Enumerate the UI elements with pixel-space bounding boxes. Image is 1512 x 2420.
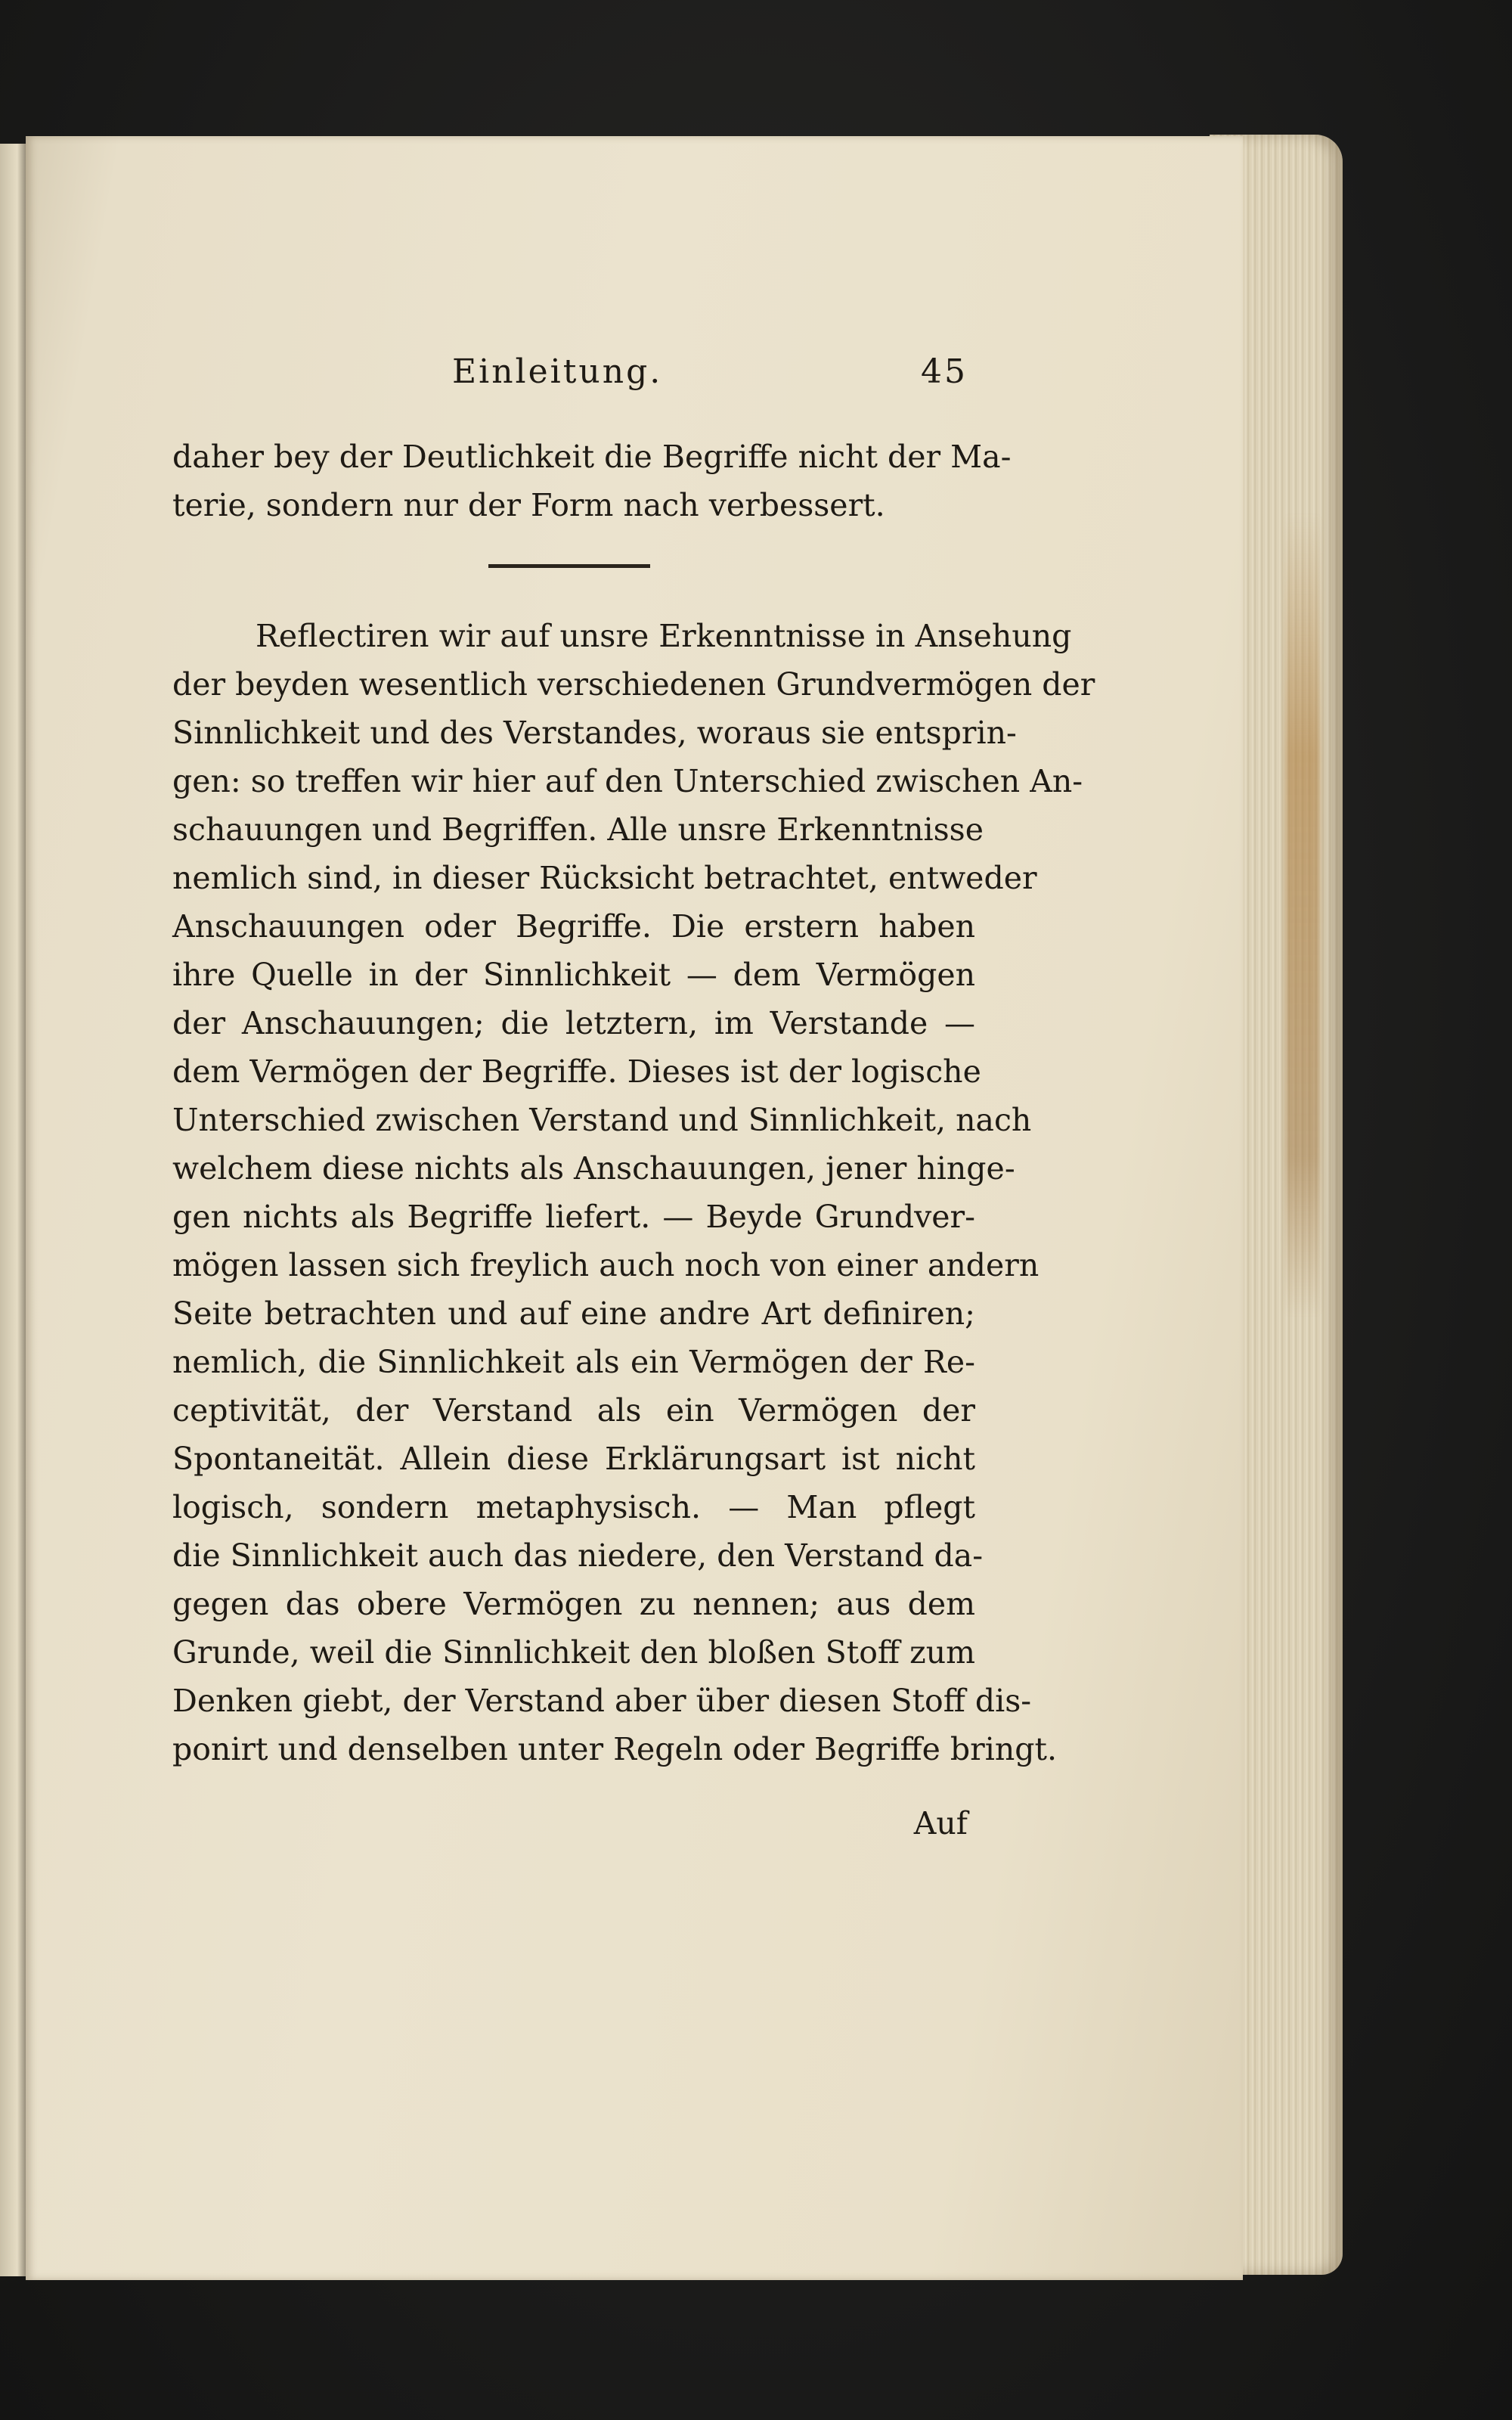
section-divider-rule (488, 564, 650, 568)
text-line: welchem diese nichts als Anschauungen, jener hinge- (172, 1150, 1015, 1187)
text-line: Anschauungen oder Begriffe. Die erstern haben (172, 908, 975, 945)
catchword: Auf (913, 1805, 968, 1841)
text-line: Denken giebt, der Verstand aber über diesen Stoff dis- (172, 1683, 1032, 1719)
text-line: logisch, sondern metaphysisch. — Man pflegt (172, 1489, 975, 1525)
text-line: Sinnlichkeit und des Verstandes, woraus sie entsprin- (172, 715, 1017, 751)
text-line: Unterschied zwischen Verstand und Sinnlichkeit, nach (172, 1102, 1032, 1138)
previous-page-edge (0, 144, 29, 2276)
text-line: terie, sondern nur der Form nach verbessert. (172, 487, 885, 523)
running-head: Einleitung. (452, 352, 663, 391)
text-line: ceptivität, der Verstand als ein Vermögen der (172, 1392, 975, 1429)
text-line: ihre Quelle in der Sinnlichkeit — dem Vermögen (172, 957, 975, 993)
text-line: Spontaneität. Allein diese Erklärungsart ist nicht (172, 1441, 975, 1477)
text-line: mögen lassen sich freylich auch noch von einer andern (172, 1247, 1040, 1283)
text-line: nemlich sind, in dieser Rücksicht betrachtet, entweder (172, 860, 1037, 896)
text-line: der beyden wesentlich verschiedenen Grundvermögen der (172, 666, 1095, 703)
page-text-block (172, 352, 1095, 1848)
text-line: gegen das obere Vermögen zu nennen; aus dem (172, 1586, 975, 1622)
text-line: gen: so treffen wir hier auf den Unterschied zwischen An- (172, 763, 1083, 799)
page-number: 45 (921, 352, 968, 391)
text-line: die Sinnlichkeit auch das niedere, den Verstand da- (172, 1537, 984, 1574)
text-line: dem Vermögen der Begriffe. Dieses ist der logische (172, 1053, 981, 1090)
text-line: nemlich, die Sinnlichkeit als ein Vermögen der Re- (172, 1344, 975, 1380)
text-line: Reflectiren wir auf unsre Erkenntnisse in Ansehung (256, 618, 1072, 654)
text-line: Grunde, weil die Sinnlichkeit den bloßen Stoff zum (172, 1634, 975, 1671)
text-line: gen nichts als Begriffe liefert. — Beyde Grundver- (172, 1199, 975, 1235)
text-line: ponirt und denselben unter Regeln oder Begriffe bringt. (172, 1731, 1058, 1767)
page-header (172, 352, 975, 405)
text-line: schauungen und Begriffen. Alle unsre Erkenntnisse (172, 811, 984, 848)
text-line: daher bey der Deutlichkeit die Begriffe nicht der Ma- (172, 439, 1012, 475)
text-line: der Anschauungen; die letztern, im Verstande — (172, 1005, 975, 1041)
text-line: Seite betrachten und auf eine andre Art definiren; (172, 1295, 975, 1332)
page-edge-stain (1285, 514, 1320, 1316)
